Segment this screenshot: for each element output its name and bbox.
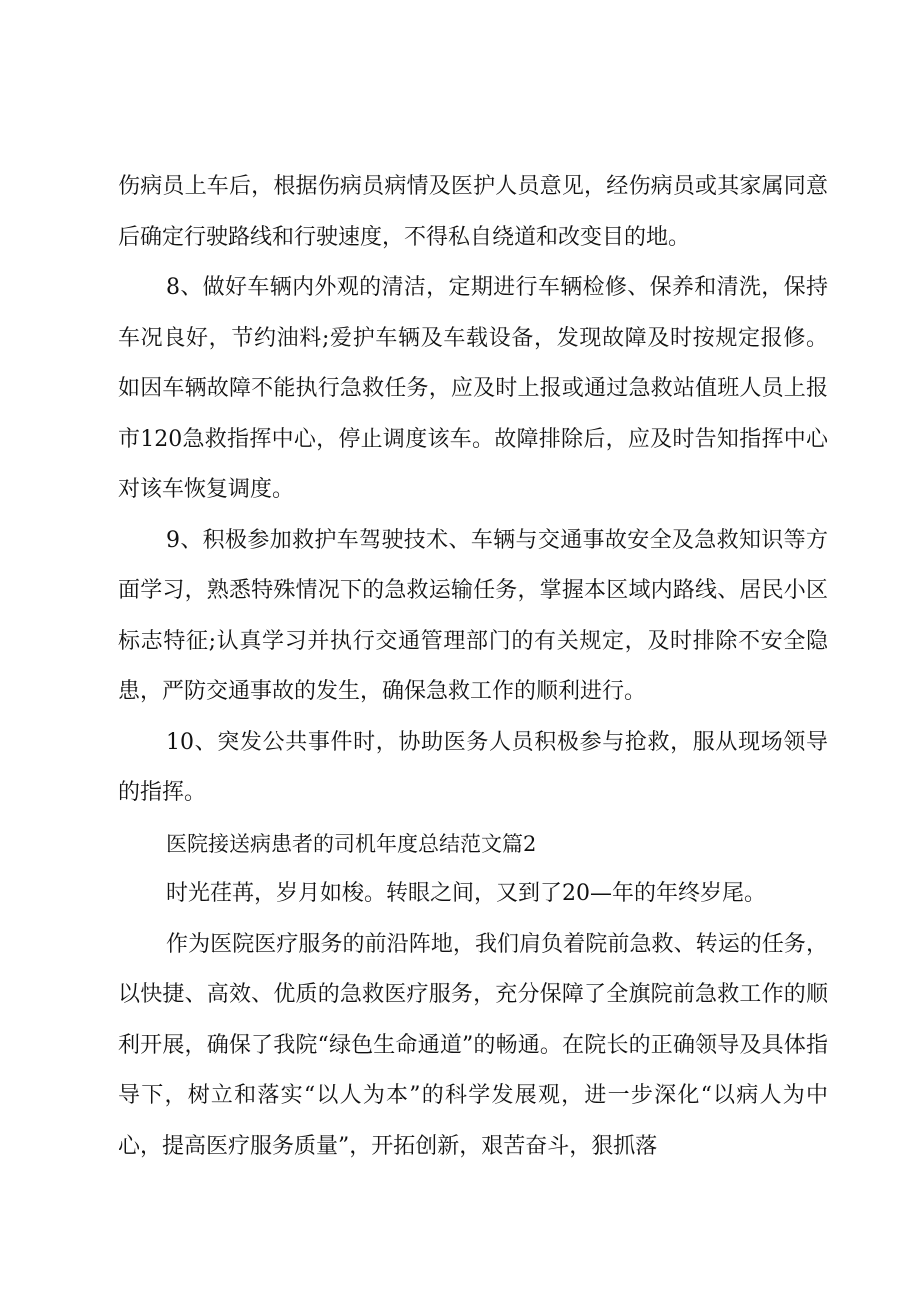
paragraph-item-9: 9、积极参加救护车驾驶技术、车辆与交通事故安全及急救知识等方面学习，熟悉特殊情况下的急救运输任务，掌握本区域内路线、居民小区标志特征;认真学习并执行交通管理部门的有关规定，及时排除不安全隐患，严防交通事故的发生，确保急救工作的顺利进行。	[118, 527, 828, 704]
paragraph-intro: 时光荏苒，岁月如梭。转眼之间，又到了20—年的年终岁尾。	[166, 881, 766, 906]
section-title: 医院接送病患者的司机年度总结范文篇2	[166, 831, 537, 856]
paragraph-continuation: 伤病员上车后，根据伤病员病情及医护人员意见，经伤病员或其家属同意后确定行驶路线和行驶速度，不得私自绕道和改变目的地。	[118, 174, 828, 250]
paragraph-body: 作为医院医疗服务的前沿阵地，我们肩负着院前急救、转运的任务，以快捷、高效、优质的急救医疗服务，充分保障了全旗院前急救工作的顺利开展，确保了我院“绿色生命通道”的畅通。在院长的正确领导及具体指导下，树立和落实“以人为本”的科学发展观，进一步深化“以病人为中心，提高医疗服务质量”，开拓创新，艰苦奋斗，狠抓落	[118, 931, 828, 1159]
paragraph-item-8: 8、做好车辆内外观的清洁，定期进行车辆检修、保养和清洗，保持车况良好，节约油料;爱护车辆及车载设备，发现故障及时按规定报修。如因车辆故障不能执行急救任务，应及时上报或通过急救站值班人员上报市120急救指挥中心，停止调度该车。故障排除后，应及时告知指挥中心对该车恢复调度。	[118, 275, 828, 502]
document-body	[118, 162, 828, 1172]
paragraph-item-10: 10、突发公共事件时，协助医务人员积极参与抢救，服从现场领导的指挥。	[118, 729, 828, 805]
